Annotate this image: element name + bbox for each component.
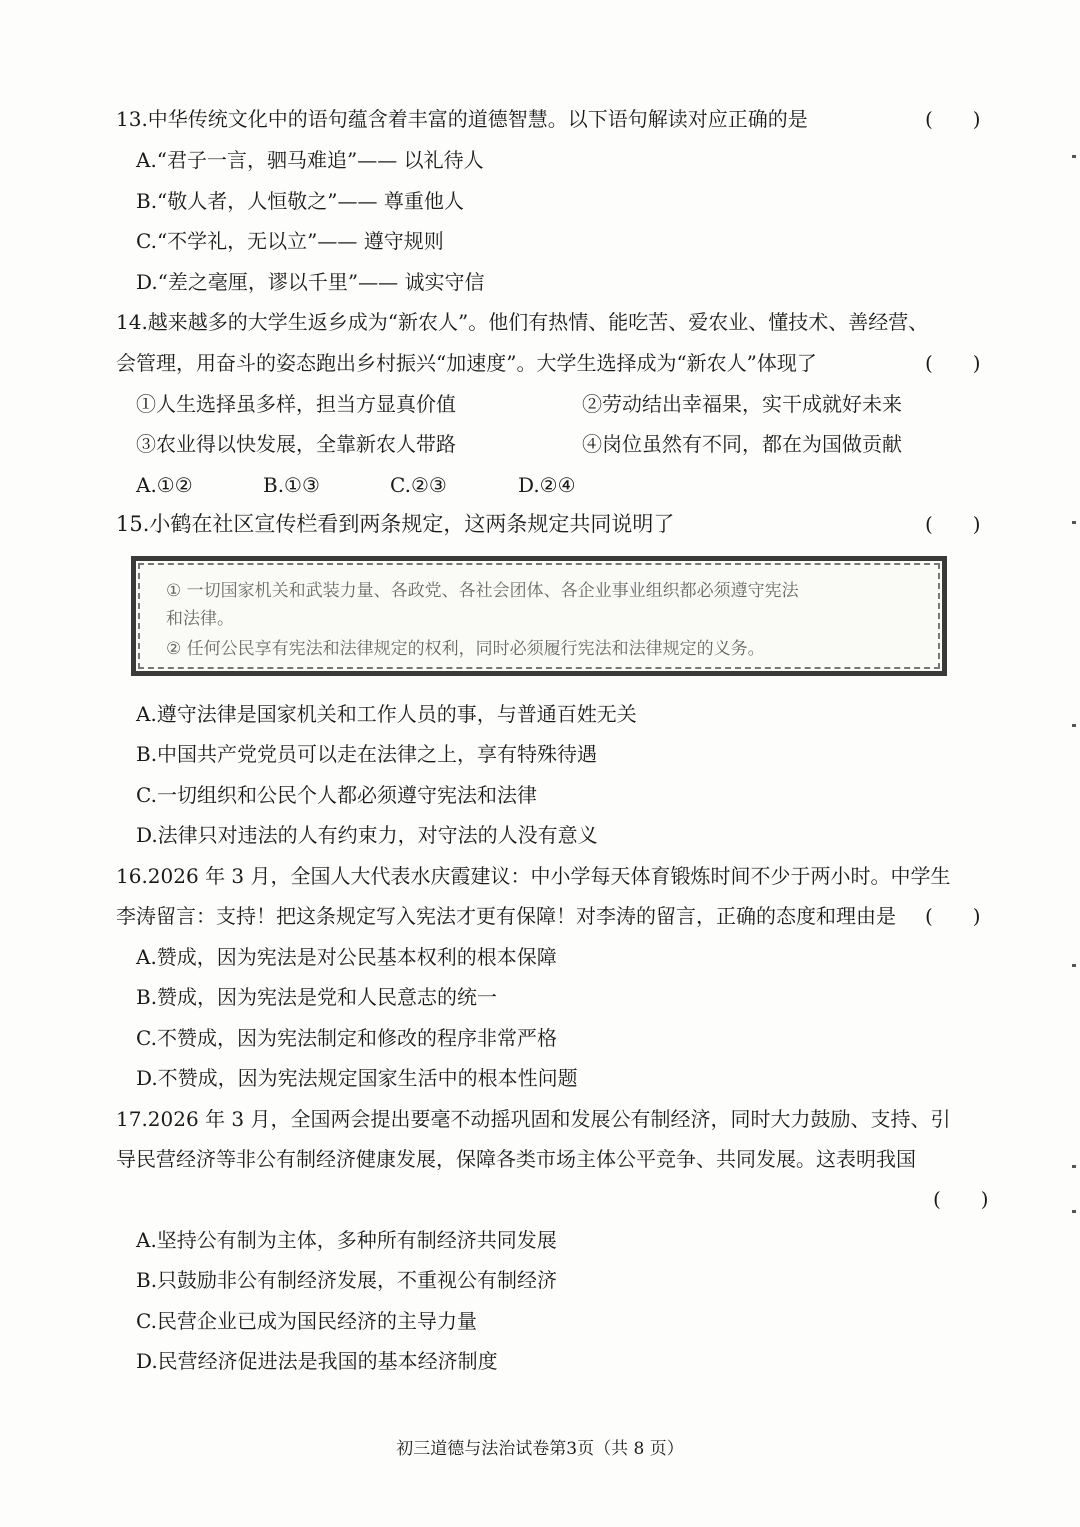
notice-rule-2: ② 任何公民享有宪法和法律规定的权利，同时必须履行宪法和法律规定的义务。 (166, 639, 765, 659)
q16-option-b: B.赞成，因为宪法是党和人民意志的统一 (136, 985, 498, 1009)
q16-option-a: A.赞成，因为宪法是对公民基本权利的根本保障 (136, 945, 557, 969)
q13-option-b: B.“敬人者，人恒敬之”—— 尊重他人 (136, 189, 464, 213)
notice-board-box (131, 556, 947, 676)
q14-stem-line2: 会管理，用奋斗的姿态跑出乡村振兴“加速度”。大学生选择成为“新农人”体现了 (116, 351, 817, 375)
q14-answer-paren: ( ) (925, 351, 981, 375)
q15-option-a: A.遵守法律是国家机关和工作人员的事，与普通百姓无关 (136, 702, 637, 726)
q17-option-c: C.民营企业已成为国民经济的主导力量 (136, 1309, 477, 1333)
notice-rule-1: ① 一切国家机关和武装力量、各政党、各社会团体、各企业事业组织都必须遵守宪法 (166, 581, 799, 601)
q14-option-d: D.②④ (518, 473, 576, 497)
q17-answer-paren: ( ) (933, 1187, 989, 1211)
page-footer: 初三道德与法治试卷第3页（共 8 页） (396, 1439, 684, 1459)
q15-option-d: D.法律只对违法的人有约束力，对守法的人没有意义 (136, 823, 598, 847)
q16-stem-line2: 李涛留言：支持！把这条规定写入宪法才更有保障！对李涛的留言，正确的态度和理由是 (116, 904, 896, 928)
q17-stem-line1: 17.2026 年 3 月，全国两会提出要毫不动摇巩固和发展公有制经济，同时大力鼓励、支持、引 (116, 1107, 951, 1131)
q17-stem-line2: 导民营经济等非公有制经济健康发展，保障各类市场主体公平竞争、共同发展。这表明我国 (116, 1147, 916, 1171)
q13-stem: 13.中华传统文化中的语句蕴含着丰富的道德智慧。以下语句解读对应正确的是 (116, 107, 808, 131)
q14-option-b: B.①③ (263, 473, 320, 497)
scan-edge-mark (1072, 1165, 1076, 1168)
q13-option-c: C.“不学礼，无以立”—— 遵守规则 (136, 229, 444, 253)
q16-option-d: D.不赞成，因为宪法规定国家生活中的根本性问题 (136, 1066, 578, 1090)
notice-rule-1-cont: 和法律。 (166, 609, 234, 629)
q13-answer-paren: ( ) (925, 107, 981, 131)
q15-option-b: B.中国共产党党员可以走在法律之上，享有特殊待遇 (136, 742, 598, 766)
scan-edge-mark (1072, 521, 1076, 524)
q14-item-2: ②劳动结出幸福果，实干成就好未来 (582, 392, 902, 416)
q15-stem: 15.小鹤在社区宣传栏看到两条规定，这两条规定共同说明了 (116, 512, 675, 536)
q17-option-b: B.只鼓励非公有制经济发展，不重视公有制经济 (136, 1268, 558, 1292)
q15-option-c: C.一切组织和公民个人都必须遵守宪法和法律 (136, 783, 537, 807)
q14-item-4: ④岗位虽然有不同，都在为国做贡献 (582, 432, 902, 456)
scan-edge-mark (1072, 964, 1076, 967)
q13-option-d: D.“差之毫厘，谬以千里”—— 诚实守信 (136, 270, 485, 294)
q16-option-c: C.不赞成，因为宪法制定和修改的程序非常严格 (136, 1026, 557, 1050)
q14-item-3: ③农业得以快发展，全靠新农人带路 (136, 432, 456, 456)
q17-option-d: D.民营经济促进法是我国的基本经济制度 (136, 1349, 498, 1373)
q15-answer-paren: ( ) (925, 512, 981, 536)
scan-edge-mark (1072, 724, 1076, 727)
q14-option-c: C.②③ (390, 473, 447, 497)
q13-option-a: A.“君子一言，驷马难追”—— 以礼待人 (136, 148, 484, 172)
q14-stem-line1: 14.越来越多的大学生返乡成为“新农人”。他们有热情、能吃苦、爱农业、懂技术、善经营、 (116, 310, 929, 334)
q16-stem-line1: 16.2026 年 3 月，全国人大代表水庆霞建议：中小学每天体育锻炼时间不少于两小时。中学生 (116, 864, 951, 888)
q14-item-1: ①人生选择虽多样，担当方显真价值 (136, 392, 456, 416)
q14-option-a: A.①② (136, 473, 193, 497)
q16-answer-paren: ( ) (925, 904, 981, 928)
scan-edge-mark (1072, 155, 1076, 158)
q17-option-a: A.坚持公有制为主体，多种所有制经济共同发展 (136, 1228, 557, 1252)
scan-edge-mark (1072, 1210, 1076, 1213)
